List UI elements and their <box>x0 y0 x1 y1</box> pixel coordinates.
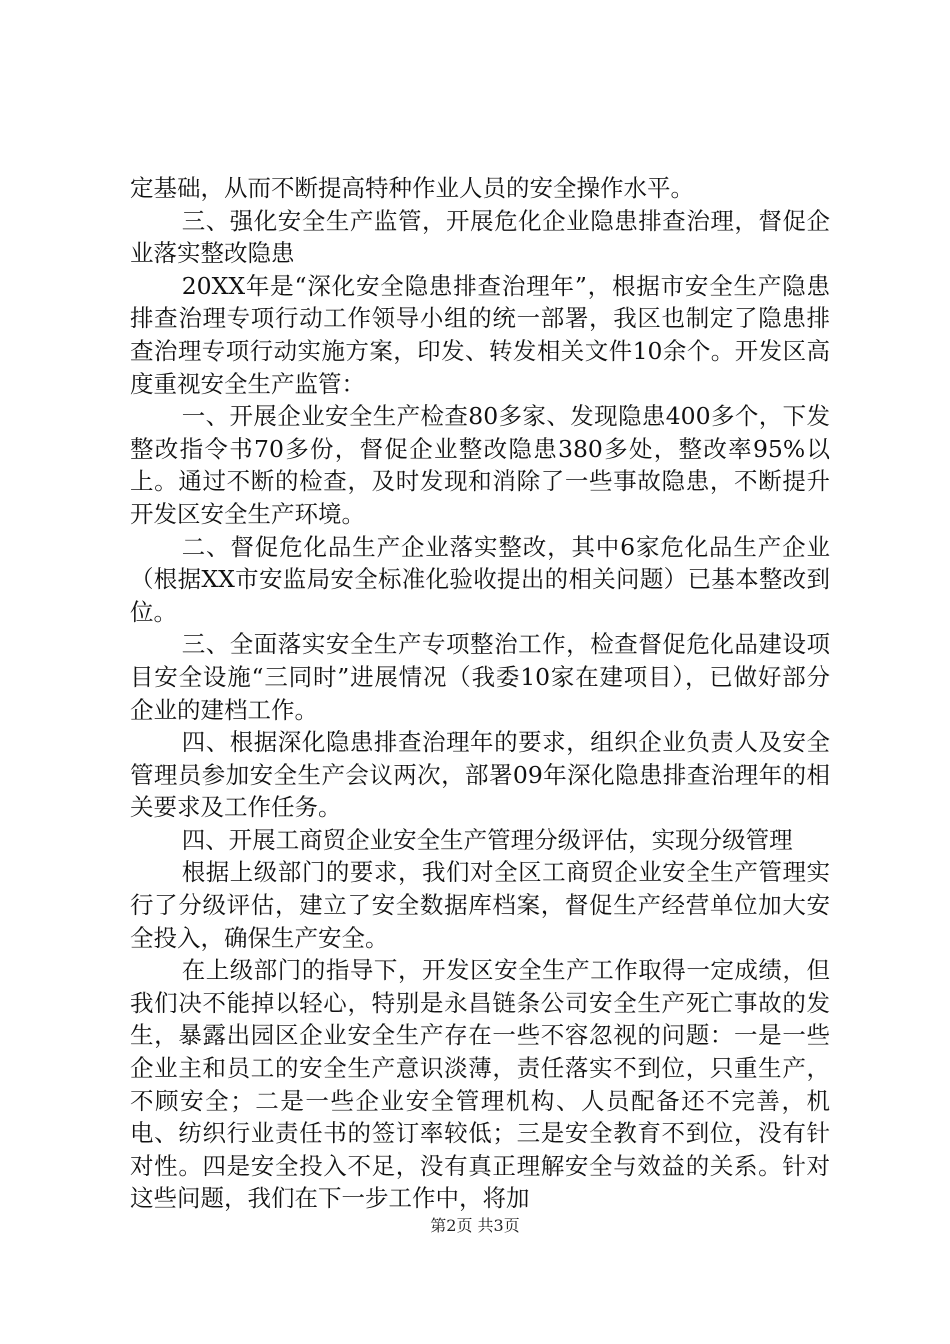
section-heading-four: 四、开展工商贸企业安全生产管理分级评估，实现分级管理 <box>181 825 793 854</box>
document-body <box>130 172 830 1215</box>
page-number-footer: 第2页 共3页 <box>430 1216 520 1235</box>
paragraph-overview: 20XX年是“深化安全隐患排查治理年”，根据市安全生产隐患排查治理专项行动工作领导小组的统一部署，我区也制定了隐患排查治理专项行动实施方案，印发、转发相关文件10余个。开发区高度重视安全生产监管： <box>130 271 830 398</box>
paragraph-grading: 根据上级部门的要求，我们对全区工商贸企业安全生产管理实行了分级评估，建立了安全数据库档案，督促生产经营单位加大安全投入，确保生产安全。 <box>130 858 830 952</box>
paragraph-item-four: 四、根据深化隐患排查治理年的要求，组织企业负责人及安全管理员参加安全生产会议两次，部署09年深化隐患排查治理年的相关要求及工作任务。 <box>130 728 830 822</box>
section-heading-three: 三、强化安全生产监管，开展危化企业隐患排查治理，督促企业落实整改隐患 <box>130 206 830 268</box>
paragraph-item-three: 三、全面落实安全生产专项整治工作，检查督促危化品建设项目安全设施“三同时”进展情况（我委10家在建项目），已做好部分企业的建档工作。 <box>130 630 830 724</box>
paragraph-problems: 在上级部门的指导下，开发区安全生产工作取得一定成绩，但我们决不能掉以轻心，特别是永昌链条公司安全生产死亡事故的发生，暴露出园区企业安全生产存在一些不容忽视的问题：一是一些企业主和员工的安全生产意识淡薄，责任落实不到位，只重生产，不顾安全；二是一些企业安全管理机构、人员配备还不完善，机电、纺织行业责任书的签订率较低；三是安全教育不到位，没有针对性。四是安全投入不足，没有真正理解安全与效益的关系。针对这些问题，我们在下一步工作中，将加 <box>130 956 830 1213</box>
paragraph-item-one: 一、开展企业安全生产检查80多家、发现隐患400多个，下发整改指令书70多份，督促企业整改隐患380多处，整改率95%以上。通过不断的检查，及时发现和消除了一些事故隐患，不断提升开发区安全生产环境。 <box>130 402 830 528</box>
paragraph-continuation: 定基础，从而不断提高特种作业人员的安全操作水平。 <box>130 174 694 202</box>
paragraph-item-two: 二、督促危化品生产企业落实整改，其中6家危化品生产企业（根据XX市安监局安全标准化验收提出的相关问题）已基本整改到位。 <box>130 532 830 626</box>
